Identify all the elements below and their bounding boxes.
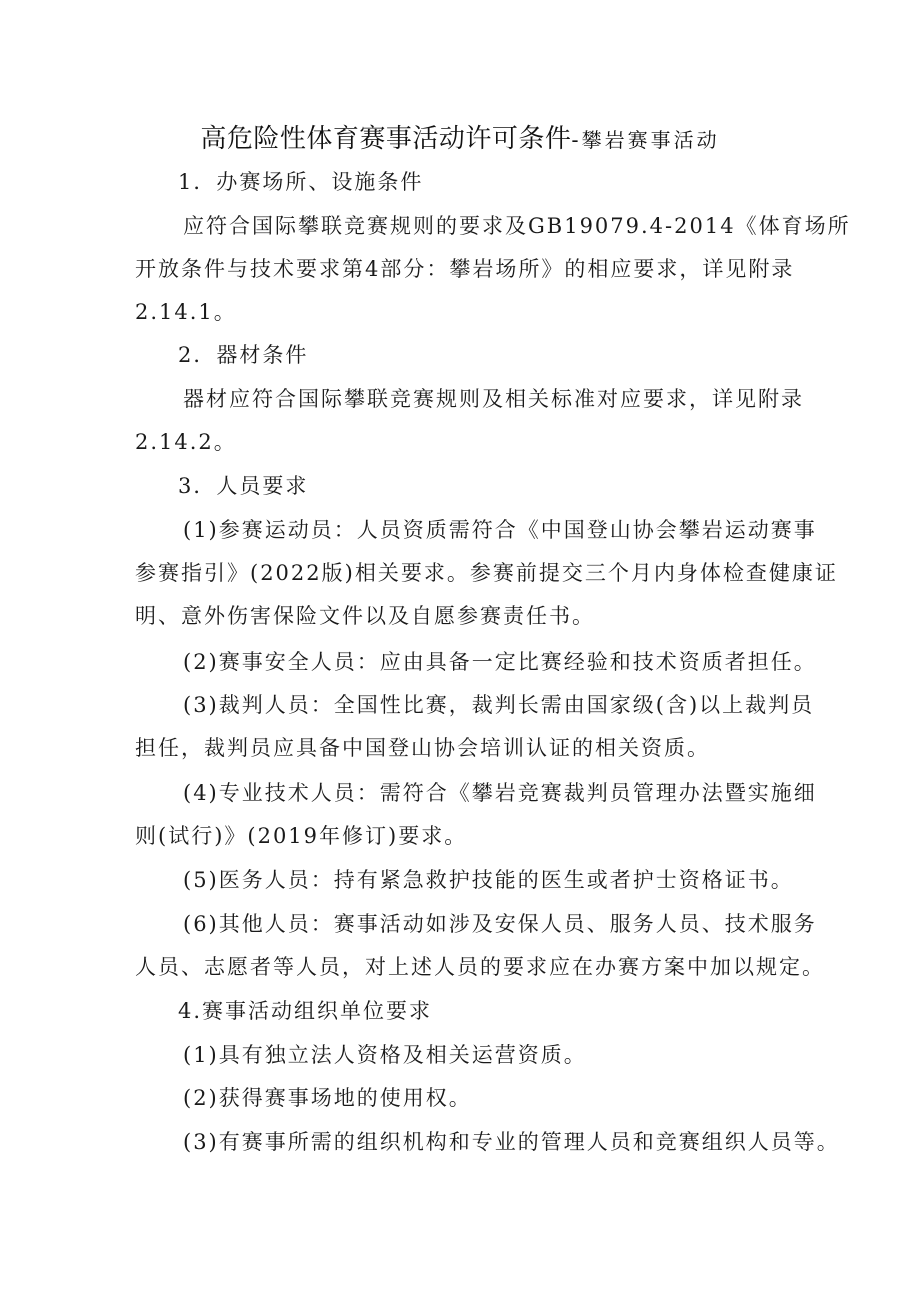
paragraph-line: 担任，裁判员应具备中国登山协会培训认证的相关资质。 <box>135 736 710 760</box>
paragraph-line: 器材应符合国际攀联竞赛规则及相关标准对应要求，详见附录 <box>183 387 804 411</box>
paragraph-line: (6)其他人员：赛事活动如涉及安保人员、服务人员、技术服务 <box>183 912 817 936</box>
paragraph-line: 参赛指引》(2022版)相关要求。参赛前提交三个月内身体检查健康证 <box>135 561 838 585</box>
section-heading: 3．人员要求 <box>178 474 309 498</box>
paragraph-line: (1)参赛运动员：人员资质需符合《中国登山协会攀岩运动赛事 <box>183 518 817 542</box>
paragraph-line: 2.14.1。 <box>135 300 237 324</box>
document-title <box>0 118 920 155</box>
paragraph-line: 则(试行)》(2019年修订)要求。 <box>135 824 468 848</box>
paragraph-line: 开放条件与技术要求第4部分：攀岩场所》的相应要求，详见附录 <box>135 257 795 281</box>
paragraph-line: (5)医务人员：持有紧急救护技能的医生或者护士资格证书。 <box>183 868 794 892</box>
paragraph-line: 人员、志愿者等人员，对上述人员的要求应在办赛方案中加以规定。 <box>135 955 825 979</box>
section-heading: 2．器材条件 <box>178 343 309 367</box>
section-heading: 4.赛事活动组织单位要求 <box>178 999 433 1023</box>
section-heading: 1．办赛场所、设施条件 <box>178 170 424 194</box>
paragraph-line: 应符合国际攀联竞赛规则的要求及GB19079.4-2014《体育场所 <box>183 214 851 238</box>
paragraph-line: 2.14.2。 <box>135 430 237 454</box>
paragraph-line: (1)具有独立法人资格及相关运营资质。 <box>183 1043 587 1067</box>
paragraph-line: 明、意外伤害保险文件以及自愿参赛责任书。 <box>135 604 595 628</box>
paragraph-line: (4)专业技术人员：需符合《攀岩竞赛裁判员管理办法暨实施细 <box>183 781 817 805</box>
paragraph-line: (2)赛事安全人员：应由具备一定比赛经验和技术资质者担任。 <box>183 650 817 674</box>
paragraph-line: (3)裁判人员：全国性比赛，裁判长需由国家级(含)以上裁判员 <box>183 693 815 717</box>
paragraph-line: (3)有赛事所需的组织机构和专业的管理人员和竞赛组织人员等。 <box>183 1130 840 1154</box>
paragraph-line: (2)获得赛事场地的使用权。 <box>183 1086 472 1110</box>
title-subtitle: -攀岩赛事活动 <box>571 128 720 152</box>
title-main: 高危险性体育赛事活动许可条件 <box>200 124 572 154</box>
